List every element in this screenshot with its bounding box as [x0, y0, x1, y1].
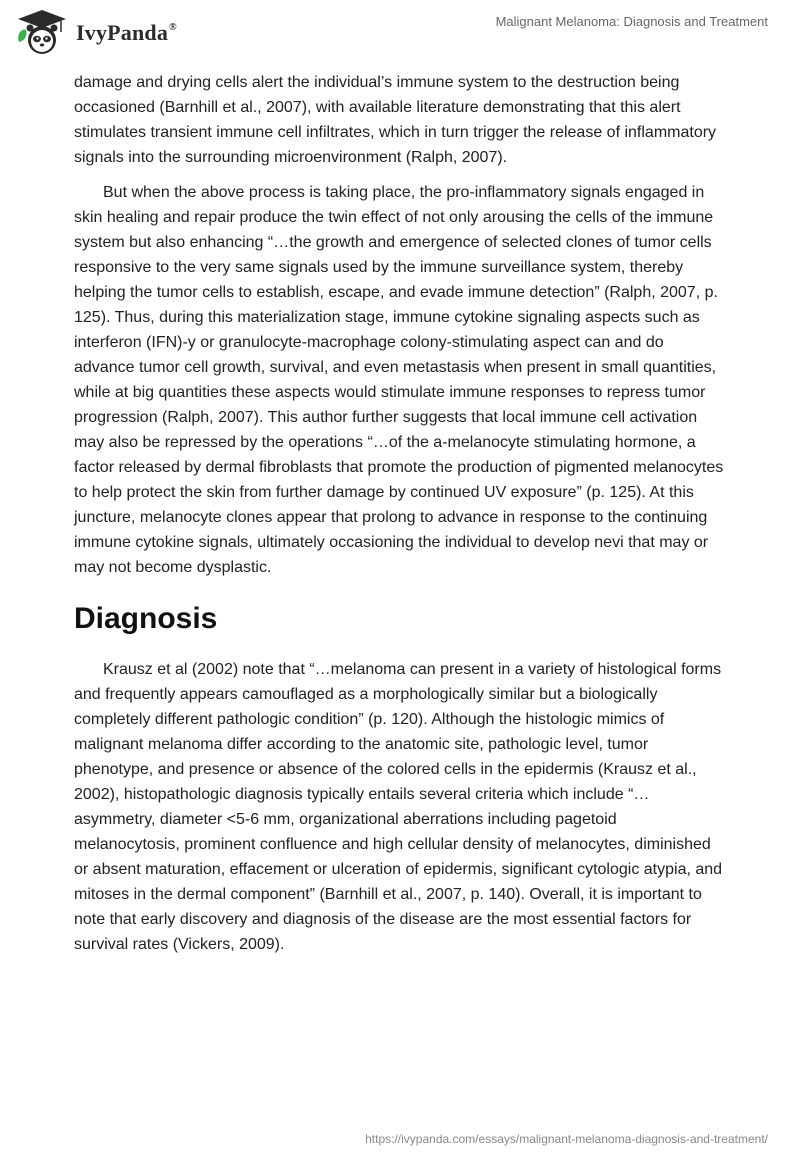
section-heading-diagnosis: Diagnosis: [74, 602, 218, 635]
paragraph-1: damage and drying cells alert the individual’s immune system to the destruction being occasioned (Barnhill et al., 2007), with available literature demonstrating that this alert stimulates transient immune cell infiltrates, which in turn trigger the release of inflammatory signals into the surrounding microenvironment (Ralph, 2007).: [74, 74, 717, 166]
essay-body: [74, 70, 726, 967]
brand-name: IvyPanda®: [76, 20, 177, 45]
document-title: Malignant Melanoma: Diagnosis and Treatment: [495, 14, 768, 29]
panda-graduate-icon: [14, 8, 70, 58]
source-url-link[interactable]: https://ivypanda.com/essays/malignant-melanoma-diagnosis-and-treatment/: [365, 1132, 768, 1146]
page-header: [0, 0, 800, 62]
paragraph-3: Krausz et al (2002) note that “…melanoma can present in a variety of histological forms and frequently appears camouflaged as a morphologically similar but a biologically completely different pathologic condition” (p. 120). Although the histologic mimics of malignant melanoma differ according to the anatomic site, pathologic level, tumor phenotype, and presence or absence of the colored cells in the epidermis (Krausz et al., 2002), histopathologic diagnosis typically entails several criteria which include “…asymmetry, diameter <5-6 mm, organizational aberrations including pagetoid melanocytosis, prominent confluence and high cellular density of melanocytes, diminished or absent maturation, effacement or ulceration of epidermis, significant cytologic atypia, and mitoses in the dermal component” (Barnhill et al., 2007, p. 140). Overall, it is important to note that early discovery and diagnosis of the disease are the most essential factors for survival rates (Vickers, 2009).: [74, 661, 723, 953]
paragraph-2: But when the above process is taking place, the pro-inflammatory signals engaged in skin healing and repair produce the twin effect of not only arousing the cells of the immune system but also enhancing “…the growth and emergence of selected clones of tumor cells responsive to the very same signals used by the immune surveillance system, thereby helping the tumor cells to establish, escape, and evade immune detection” (Ralph, 2007, p. 125). Thus, during this materialization stage, immune cytokine signaling aspects such as interferon (IFN)-y or granulocyte-macrophage colony-stimulating aspect can and do advance tumor cell growth, survival, and even metastasis when present in small quantities, while at big quantities these aspects would stimulate immune responses to repress tumor progression (Ralph, 2007). This author further suggests that local immune cell activation may also be repressed by the operations “…of the a-melanocyte stimulating hormone, a factor released by dermal fibroblasts that promote the production of pigmented melanocytes to help protect the skin from further damage by continued UV exposure” (p. 125). At this juncture, melanocyte clones appear that prolong to advance in response to the continuing immune cytokine signals, ultimately occasioning the individual to develop nevi that may or may not become dysplastic.: [74, 184, 724, 576]
ivypanda-logo[interactable]: [14, 8, 177, 58]
